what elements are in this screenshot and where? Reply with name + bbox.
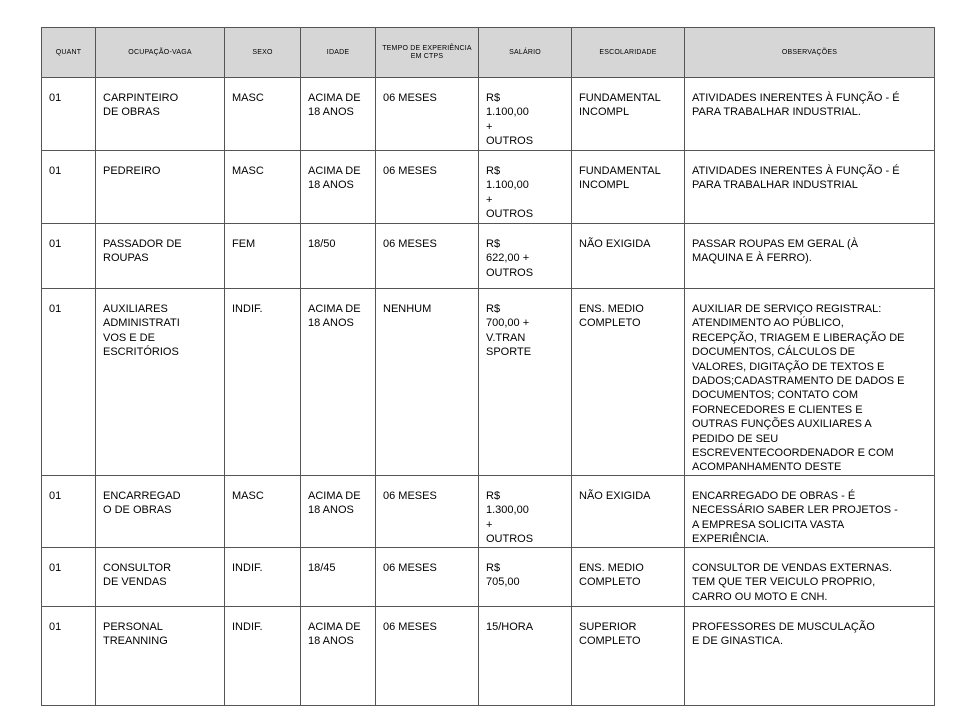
cell-escolaridade: NÃO EXIGIDA <box>572 224 685 289</box>
cell-escolaridade: FUNDAMENTAL INCOMPL <box>572 78 685 151</box>
cell-quant: 01 <box>42 289 96 476</box>
header-row <box>42 28 935 78</box>
cell-tempo: 06 MESES <box>376 547 479 606</box>
cell-observacoes: CONSULTOR DE VENDAS EXTERNAS. TEM QUE TER VEICULO PROPRIO, CARRO OU MOTO E CNH. <box>685 547 935 606</box>
header-ocupacao: OCUPAÇÃO-VAGA <box>96 28 225 78</box>
cell-idade: ACIMA DE 18 ANOS <box>301 151 376 224</box>
cell-ocupacao: PEDREIRO <box>96 151 225 224</box>
cell-tempo: 06 MESES <box>376 606 479 705</box>
cell-ocupacao: AUXILIARES ADMINISTRATI VOS E DE ESCRITÓRIOS <box>96 289 225 476</box>
cell-escolaridade: ENS. MEDIO COMPLETO <box>572 547 685 606</box>
cell-quant: 01 <box>42 606 96 705</box>
cell-ocupacao: CARPINTEIRO DE OBRAS <box>96 78 225 151</box>
cell-salario: R$ 1.100,00 + OUTROS <box>479 78 572 151</box>
table-row <box>42 606 935 705</box>
cell-observacoes: AUXILIAR DE SERVIÇO REGISTRAL: ATENDIMENTO AO PÚBLICO, RECEPÇÃO, TRIAGEM E LIBERAÇÃO DE DOCUMENTOS, CÁLCULOS DE VALORES, DIGITAÇÃO DE TEXTOS E DADOS;CADASTRAMENTO DE DADOS E DOCUMENTOS; CONTATO COM FORNECEDORES E CLIENTES E OUTRAS FUNÇÕES AUXILIARES A PEDIDO DE SEU ESCREVENTECOORDENADOR E COM ACOMPANHAMENTO DESTE <box>685 289 935 476</box>
cell-sexo: INDIF. <box>225 606 301 705</box>
cell-idade: 18/45 <box>301 547 376 606</box>
cell-ocupacao: ENCARREGAD O DE OBRAS <box>96 475 225 547</box>
cell-salario: R$ 1.100,00 + OUTROS <box>479 151 572 224</box>
cell-observacoes: ATIVIDADES INERENTES À FUNÇÃO - É PARA TRABALHAR INDUSTRIAL <box>685 151 935 224</box>
table-row <box>42 78 935 151</box>
cell-escolaridade: ENS. MEDIO COMPLETO <box>572 289 685 476</box>
cell-escolaridade: FUNDAMENTAL INCOMPL <box>572 151 685 224</box>
cell-observacoes: PROFESSORES DE MUSCULAÇÃO E DE GINASTICA. <box>685 606 935 705</box>
header-tempo-experiencia: TEMPO DE EXPERIÊNCIA EM CTPS <box>376 28 479 78</box>
cell-quant: 01 <box>42 78 96 151</box>
cell-quant: 01 <box>42 475 96 547</box>
cell-tempo: NENHUM <box>376 289 479 476</box>
cell-idade: ACIMA DE 18 ANOS <box>301 606 376 705</box>
cell-idade: ACIMA DE 18 ANOS <box>301 475 376 547</box>
table-row <box>42 289 935 476</box>
header-escolaridade: ESCOLARIDADE <box>572 28 685 78</box>
cell-sexo: MASC <box>225 475 301 547</box>
cell-observacoes: ENCARREGADO DE OBRAS - É NECESSÁRIO SABER LER PROJETOS - A EMPRESA SOLICITA VASTA EXPERIÊNCIA. <box>685 475 935 547</box>
cell-salario: R$ 1.300,00 + OUTROS <box>479 475 572 547</box>
cell-escolaridade: NÃO EXIGIDA <box>572 475 685 547</box>
cell-ocupacao: CONSULTOR DE VENDAS <box>96 547 225 606</box>
cell-sexo: INDIF. <box>225 547 301 606</box>
cell-quant: 01 <box>42 224 96 289</box>
cell-tempo: 06 MESES <box>376 475 479 547</box>
cell-sexo: MASC <box>225 78 301 151</box>
cell-idade: ACIMA DE 18 ANOS <box>301 289 376 476</box>
cell-quant: 01 <box>42 151 96 224</box>
header-salario: SALÁRIO <box>479 28 572 78</box>
table-row <box>42 547 935 606</box>
cell-observacoes: PASSAR ROUPAS EM GERAL (À MAQUINA E À FERRO). <box>685 224 935 289</box>
cell-idade: 18/50 <box>301 224 376 289</box>
cell-tempo: 06 MESES <box>376 78 479 151</box>
header-sexo: SEXO <box>225 28 301 78</box>
job-vacancies-table <box>41 27 935 706</box>
cell-salario: R$ 622,00 + OUTROS <box>479 224 572 289</box>
cell-salario: 15/HORA <box>479 606 572 705</box>
cell-tempo: 06 MESES <box>376 224 479 289</box>
cell-sexo: MASC <box>225 151 301 224</box>
cell-salario: R$ 705,00 <box>479 547 572 606</box>
header-observacoes: OBSERVAÇÕES <box>685 28 935 78</box>
cell-tempo: 06 MESES <box>376 151 479 224</box>
cell-ocupacao: PERSONAL TREANNING <box>96 606 225 705</box>
header-idade: IDADE <box>301 28 376 78</box>
cell-salario: R$ 700,00 + V.TRAN SPORTE <box>479 289 572 476</box>
cell-sexo: INDIF. <box>225 289 301 476</box>
cell-observacoes: ATIVIDADES INERENTES À FUNÇÃO - É PARA TRABALHAR INDUSTRIAL. <box>685 78 935 151</box>
cell-quant: 01 <box>42 547 96 606</box>
header-quant: QUANT <box>42 28 96 78</box>
cell-idade: ACIMA DE 18 ANOS <box>301 78 376 151</box>
table-row <box>42 224 935 289</box>
cell-sexo: FEM <box>225 224 301 289</box>
cell-escolaridade: SUPERIOR COMPLETO <box>572 606 685 705</box>
table-row <box>42 151 935 224</box>
cell-ocupacao: PASSADOR DE ROUPAS <box>96 224 225 289</box>
table-row <box>42 475 935 547</box>
